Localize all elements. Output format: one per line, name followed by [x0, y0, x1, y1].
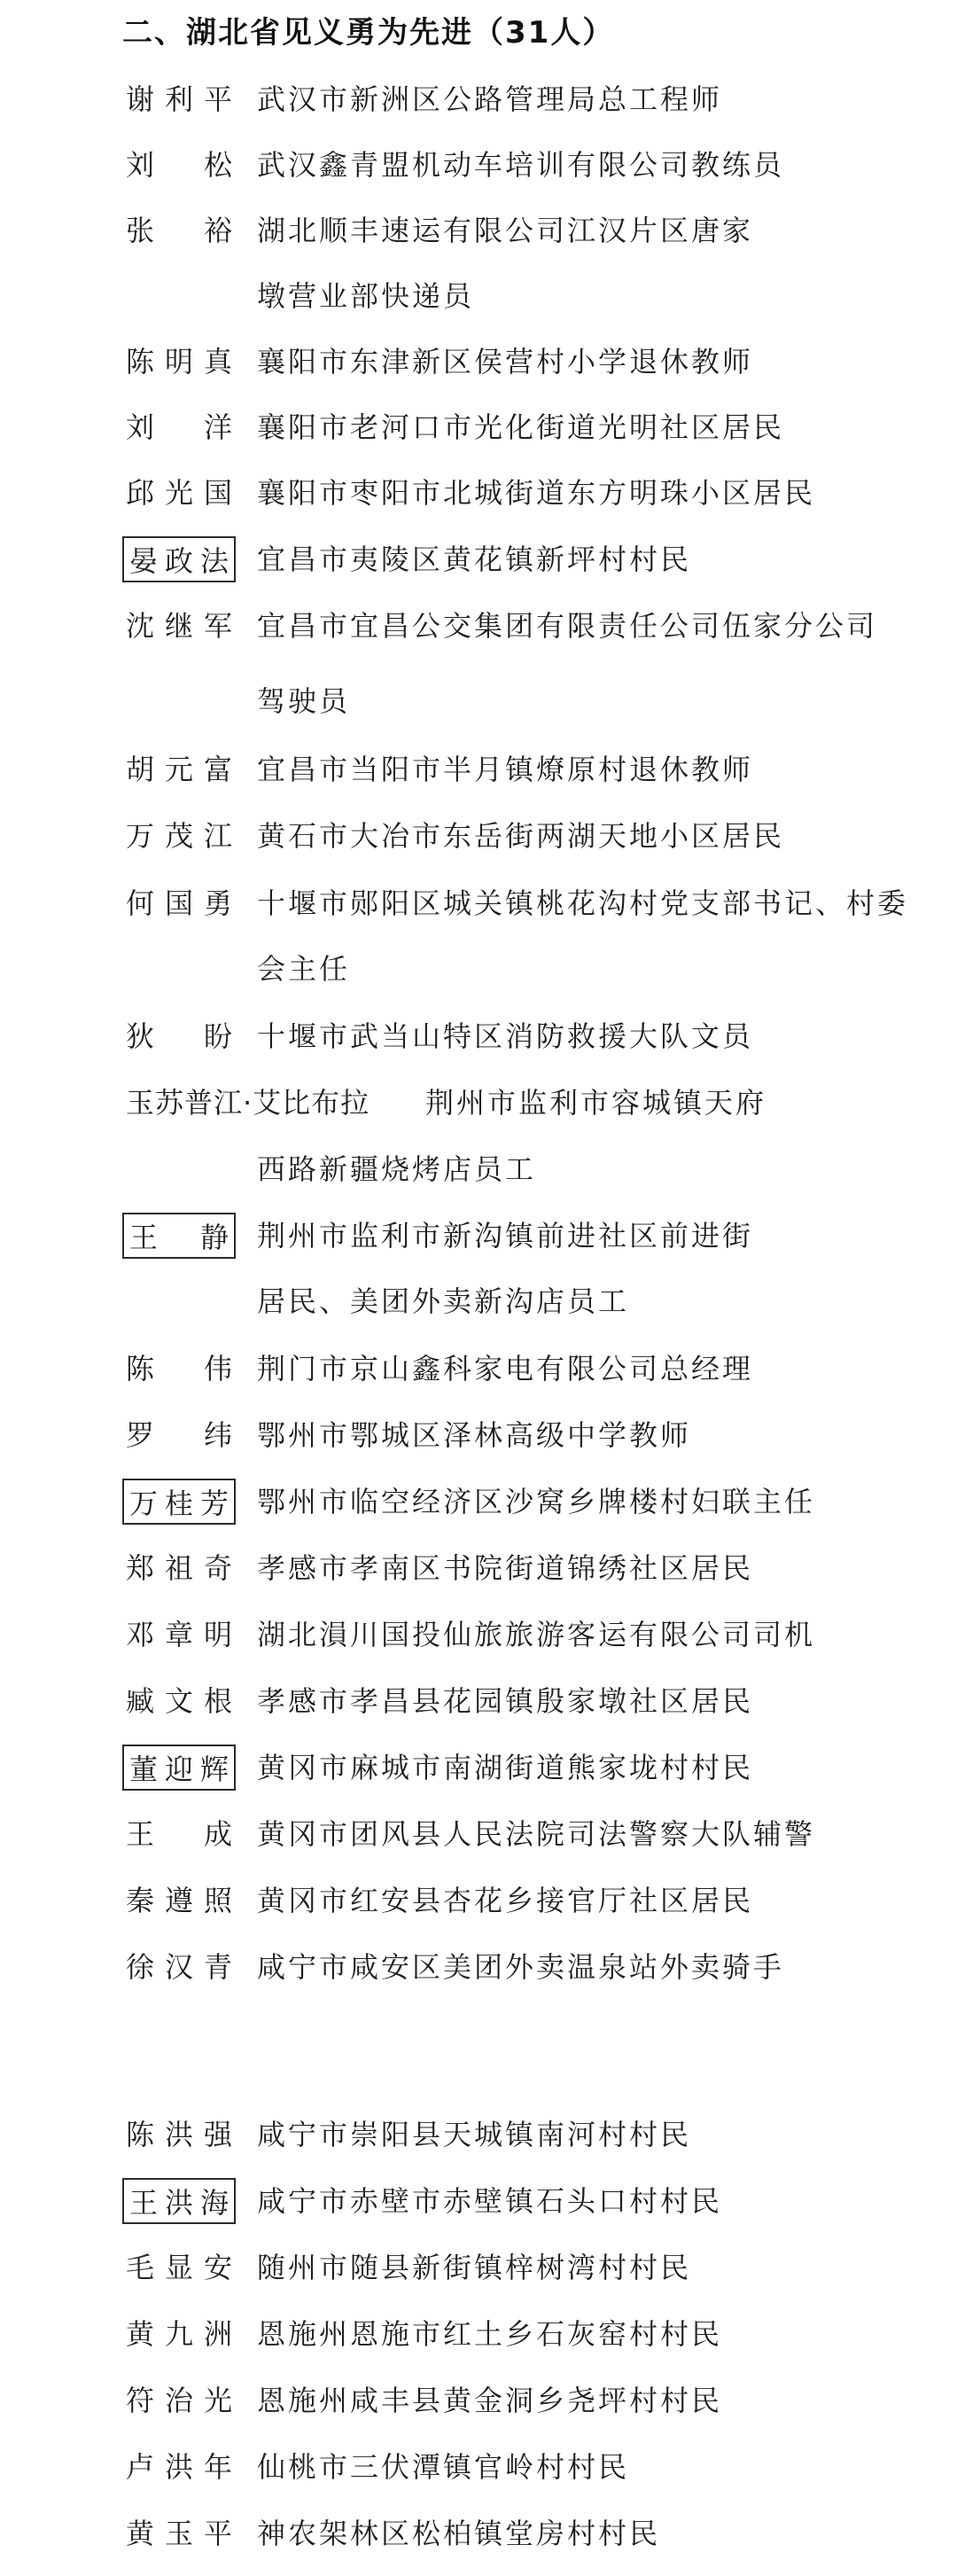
person-name — [126, 746, 232, 792]
person-name — [126, 1013, 232, 1059]
person-description: 湖北顺丰速运有限公司江汉片区唐家 — [257, 214, 754, 247]
name-char: 万 — [126, 819, 155, 853]
name-char: 沈 — [126, 609, 155, 643]
person-description: 十堰市郧阳区城关镇桃花沟村党支部书记、村委 — [257, 886, 909, 920]
person-name — [126, 813, 232, 859]
name-char: 迎 — [164, 1752, 193, 1786]
name-char: 洪 — [164, 2118, 193, 2151]
name-char: 勇 — [203, 886, 232, 920]
name-char: 文 — [164, 1684, 193, 1718]
name-char: 桂 — [164, 1487, 193, 1520]
name-char: 安 — [203, 2251, 232, 2284]
person-name — [126, 1678, 232, 1724]
person-description-continued: 墩营业部快递员 — [257, 279, 475, 313]
name-char: 辉 — [199, 1752, 229, 1786]
person-description: 黄冈市团风县人民法院司法警察大队辅警 — [257, 1817, 816, 1851]
person-description: 襄阳市枣阳市北城街道东方明珠小区居民 — [257, 476, 816, 510]
name-char: 狄 — [126, 1019, 155, 1053]
name-char: 晏 — [129, 544, 159, 578]
name-char: 军 — [203, 609, 232, 643]
name-char: 卢 — [126, 2450, 155, 2484]
person-name — [126, 2377, 232, 2424]
name-char: 玉 — [164, 2517, 193, 2550]
person-description: 襄阳市东津新区侯营村小学退休教师 — [257, 345, 754, 379]
person-description-continued: 西路新疆烧烤店员工 — [257, 1152, 537, 1186]
person-name — [126, 76, 232, 122]
name-char: 汉 — [164, 1950, 193, 1984]
person-name — [122, 2178, 236, 2224]
name-char: 纬 — [203, 1418, 232, 1452]
person-description: 荆门市京山鑫科家电有限公司总经理 — [257, 1352, 754, 1386]
person-name — [126, 2510, 232, 2556]
name-char: 遵 — [164, 1884, 193, 1917]
person-name — [126, 470, 232, 516]
person-name — [126, 1346, 232, 1392]
person-description: 宜昌市当阳市半月镇燎原村退休教师 — [257, 753, 754, 786]
person-description: 孝感市孝昌县花园镇殷家墩社区居民 — [257, 1684, 754, 1718]
name-char: 刘 — [126, 410, 155, 444]
person-description: 宜昌市夷陵区黄花镇新坪村村民 — [257, 543, 692, 576]
name-char: 王 — [129, 1221, 159, 1254]
name-char: 符 — [126, 2384, 155, 2417]
person-name — [126, 2311, 232, 2357]
name-char: 江 — [203, 819, 232, 853]
name-char: 洲 — [203, 2317, 232, 2351]
person-name — [126, 339, 232, 385]
name-char: 伟 — [203, 1352, 232, 1386]
person-description: 咸宁市崇阳县天城镇南河村村民 — [257, 2118, 692, 2151]
name-char: 光 — [164, 476, 193, 510]
person-description-continued: 居民、美团外卖新沟店员工 — [257, 1284, 630, 1318]
name-char: 邓 — [126, 1618, 155, 1651]
name-char: 根 — [203, 1684, 232, 1718]
name-char: 刘 — [126, 148, 155, 182]
person-description: 咸宁市赤壁市赤壁镇石头口村村民 — [257, 2184, 723, 2218]
name-char: 青 — [203, 1950, 232, 1984]
name-char: 罗 — [126, 1418, 155, 1452]
name-char: 成 — [203, 1817, 232, 1851]
name-char: 张 — [126, 214, 155, 247]
name-char: 王 — [126, 1817, 155, 1851]
person-description: 黄冈市麻城市南湖街道熊家垅村村民 — [257, 1751, 754, 1784]
name-char: 照 — [203, 1884, 232, 1917]
person-description: 黄冈市红安县杏花乡接官厅社区居民 — [257, 1884, 754, 1917]
name-char: 松 — [203, 148, 232, 182]
person-description: 襄阳市老河口市光化街道光明社区居民 — [257, 410, 785, 444]
name-char: 洪 — [164, 2186, 193, 2220]
name-char: 年 — [203, 2450, 232, 2484]
name-char: 平 — [203, 2517, 232, 2550]
name-char: 富 — [203, 753, 232, 786]
person-name — [126, 404, 232, 450]
person-name — [126, 2112, 232, 2158]
person-name — [122, 536, 236, 582]
person-name — [122, 1479, 236, 1525]
name-char: 利 — [164, 82, 193, 116]
name-char: 奇 — [203, 1551, 232, 1585]
name-char: 国 — [164, 886, 193, 920]
name-char: 国 — [203, 476, 232, 510]
name-char: 政 — [164, 544, 193, 578]
person-description: 宜昌市宜昌公交集团有限责任公司伍家分公司 — [257, 609, 878, 643]
person-description: 武汉市新洲区公路管理局总工程师 — [257, 82, 723, 116]
name-char: 臧 — [126, 1684, 155, 1718]
name-char: 陈 — [126, 2118, 155, 2151]
name-char: 何 — [126, 886, 155, 920]
name-char: 郑 — [126, 1551, 155, 1585]
person-description: 鄂州市鄂城区泽林高级中学教师 — [257, 1418, 692, 1452]
section-heading: 二、湖北省见义勇为先进（31人） — [122, 15, 615, 51]
name-char: 谢 — [126, 82, 155, 116]
name-char: 强 — [203, 2118, 232, 2151]
person-description: 荆州市监利市新沟镇前进社区前进街 — [257, 1219, 754, 1253]
person-name — [126, 1612, 232, 1658]
name-char: 章 — [164, 1618, 193, 1651]
person-name — [126, 2444, 232, 2490]
person-name — [126, 1412, 232, 1458]
name-char: 明 — [164, 345, 193, 379]
name-char: 海 — [199, 2186, 229, 2220]
person-name — [126, 1545, 232, 1591]
person-name — [126, 2244, 232, 2291]
person-name: 玉苏普江·艾比布拉 — [126, 1086, 370, 1120]
person-description: 湖北溳川国投仙旅旅游客运有限公司司机 — [257, 1618, 816, 1651]
name-char: 盼 — [203, 1019, 232, 1053]
name-char: 陈 — [126, 345, 155, 379]
name-char: 万 — [129, 1487, 159, 1520]
name-char: 洪 — [164, 2450, 193, 2484]
name-char: 九 — [164, 2317, 193, 2351]
person-description: 咸宁市咸安区美团外卖温泉站外卖骑手 — [257, 1950, 785, 1984]
name-char: 法 — [199, 544, 229, 578]
person-name — [122, 1213, 236, 1259]
name-char: 继 — [164, 609, 193, 643]
person-description: 恩施州咸丰县黄金洞乡尧坪村村民 — [257, 2384, 723, 2417]
person-name — [126, 603, 232, 649]
name-char: 明 — [203, 1618, 232, 1651]
name-char: 秦 — [126, 1884, 155, 1917]
name-char: 芳 — [199, 1487, 229, 1520]
person-name — [126, 142, 232, 188]
person-description: 随州市随县新街镇梓树湾村村民 — [257, 2251, 692, 2284]
person-description: 鄂州市临空经济区沙窝乡牌楼村妇联主任 — [257, 1485, 816, 1518]
name-char: 真 — [203, 345, 232, 379]
person-description: 荆州市监利市容城镇天府 — [425, 1086, 767, 1120]
name-char: 显 — [164, 2251, 193, 2284]
person-name — [126, 207, 232, 254]
person-name — [126, 880, 232, 926]
name-char: 治 — [164, 2384, 193, 2417]
person-name — [126, 1877, 232, 1924]
name-char: 陈 — [126, 1352, 155, 1386]
person-description-continued: 驾驶员 — [257, 684, 351, 718]
name-char: 黄 — [126, 2317, 155, 2351]
name-char: 祖 — [164, 1551, 193, 1585]
person-description: 孝感市孝南区书院街道锦绣社区居民 — [257, 1551, 754, 1585]
person-description: 神农架林区松柏镇堂房村村民 — [257, 2517, 661, 2550]
person-name — [126, 1944, 232, 1990]
person-description-continued: 会主任 — [257, 952, 351, 986]
person-description: 黄石市大冶市东岳街两湖天地小区居民 — [257, 819, 785, 853]
name-char: 元 — [164, 753, 193, 786]
person-description: 仙桃市三伏潭镇官岭村村民 — [257, 2450, 630, 2484]
person-description: 恩施州恩施市红土乡石灰窑村村民 — [257, 2317, 723, 2351]
name-char: 茂 — [164, 819, 193, 853]
person-description: 武汉鑫青盟机动车培训有限公司教练员 — [257, 148, 785, 182]
person-name — [126, 1811, 232, 1857]
person-name — [122, 1745, 236, 1791]
name-char: 胡 — [126, 753, 155, 786]
name-char: 洋 — [203, 410, 232, 444]
name-char: 平 — [203, 82, 232, 116]
person-description: 十堰市武当山特区消防救援大队文员 — [257, 1019, 754, 1053]
name-char: 裕 — [203, 214, 232, 247]
name-char: 王 — [129, 2186, 159, 2220]
name-char: 毛 — [126, 2251, 155, 2284]
name-char: 邱 — [126, 476, 155, 510]
name-char: 徐 — [126, 1950, 155, 1984]
name-char: 光 — [203, 2384, 232, 2417]
name-char: 静 — [199, 1221, 229, 1254]
name-char: 董 — [129, 1752, 159, 1786]
name-char: 黄 — [126, 2517, 155, 2550]
